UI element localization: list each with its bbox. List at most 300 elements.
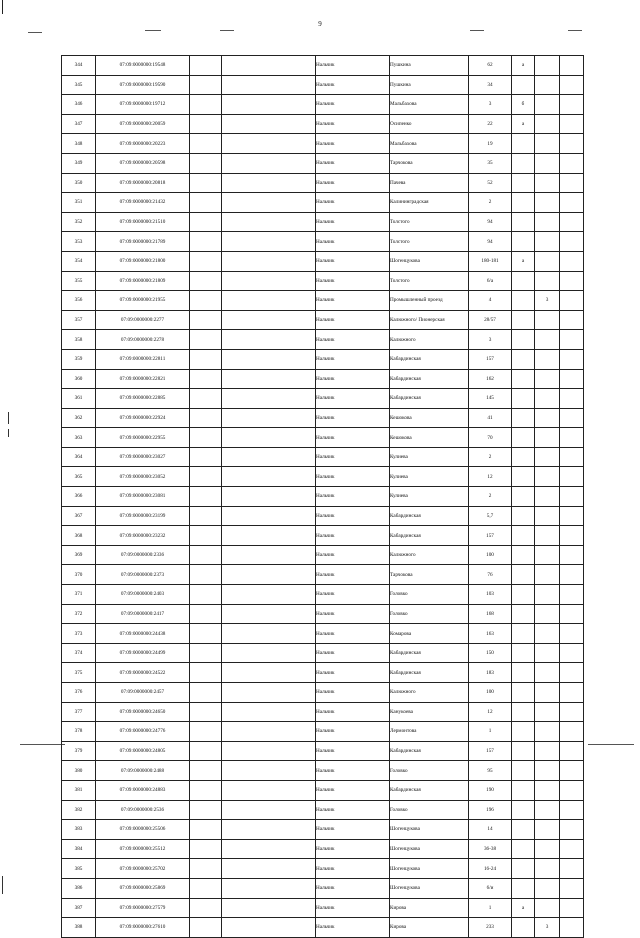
building-cell — [535, 330, 560, 350]
street-cell: Мальбахова — [390, 134, 469, 154]
row-number: 367 — [62, 506, 96, 526]
building-cell — [535, 878, 560, 898]
city-cell: Нальчик — [316, 193, 390, 213]
cadastral-number: 07:09:0000000:21510 — [96, 212, 190, 232]
building-cell — [535, 251, 560, 271]
cadastral-number: 07:09:0000000:19590 — [96, 75, 190, 95]
corpus-cell — [512, 330, 535, 350]
city-cell: Нальчик — [316, 349, 390, 369]
cadastral-number: 07:09:0000000:24883 — [96, 780, 190, 800]
street-cell: Лермонтова — [390, 722, 469, 742]
empty-cell — [560, 232, 584, 252]
row-number: 346 — [62, 95, 96, 115]
corpus-cell — [512, 741, 535, 761]
empty-cell — [222, 153, 316, 173]
house-number: 150 — [469, 643, 512, 663]
city-cell: Нальчик — [316, 447, 390, 467]
empty-cell — [222, 271, 316, 291]
cadastral-number: 07:09:0000000:23199 — [96, 506, 190, 526]
building-cell — [535, 408, 560, 428]
empty-cell — [190, 330, 222, 350]
empty-cell — [560, 153, 584, 173]
empty-cell — [190, 683, 222, 703]
cadastral-number: 07:09:0000000:24650 — [96, 702, 190, 722]
building-cell — [535, 506, 560, 526]
table-row — [62, 487, 584, 507]
city-cell: Нальчик — [316, 173, 390, 193]
table-row — [62, 369, 584, 389]
city-cell: Нальчик — [316, 898, 390, 918]
house-number: 70 — [469, 428, 512, 448]
scan-artifact-line — [220, 30, 234, 31]
table-row — [62, 95, 584, 115]
city-cell: Нальчик — [316, 624, 390, 644]
empty-cell — [560, 761, 584, 781]
city-cell: Нальчик — [316, 741, 390, 761]
table-row — [62, 741, 584, 761]
empty-cell — [560, 369, 584, 389]
building-cell — [535, 800, 560, 820]
city-cell: Нальчик — [316, 722, 390, 742]
house-number: 62 — [469, 56, 512, 76]
scan-artifact-line — [588, 744, 634, 745]
house-number: 28/57 — [469, 310, 512, 330]
city-cell: Нальчик — [316, 663, 390, 683]
cadastral-number: 07:09:0000000:24805 — [96, 741, 190, 761]
house-number: 52 — [469, 173, 512, 193]
empty-cell — [560, 545, 584, 565]
empty-cell — [190, 643, 222, 663]
corpus-cell: а — [512, 251, 535, 271]
row-number: 387 — [62, 898, 96, 918]
empty-cell — [190, 134, 222, 154]
empty-cell — [560, 75, 584, 95]
house-number: 100 — [469, 545, 512, 565]
corpus-cell — [512, 212, 535, 232]
cadastral-number: 07:09:0000000:23232 — [96, 526, 190, 546]
row-number: 353 — [62, 232, 96, 252]
empty-cell — [190, 761, 222, 781]
empty-cell — [190, 447, 222, 467]
house-number: 36-38 — [469, 839, 512, 859]
cadastral-number: 07:09:0000000:27579 — [96, 898, 190, 918]
empty-cell — [222, 134, 316, 154]
cadastral-number: 07:09:0000000:2373 — [96, 565, 190, 585]
row-number: 347 — [62, 114, 96, 134]
building-cell — [535, 134, 560, 154]
city-cell: Нальчик — [316, 585, 390, 605]
empty-cell — [222, 310, 316, 330]
table-row — [62, 114, 584, 134]
cadastral-number: 07:09:0000000:23081 — [96, 487, 190, 507]
house-number: 5,7 — [469, 506, 512, 526]
building-cell — [535, 56, 560, 76]
street-cell: Тарчокова — [390, 565, 469, 585]
street-cell: Пачева — [390, 173, 469, 193]
table-row — [62, 467, 584, 487]
empty-cell — [190, 232, 222, 252]
table-row — [62, 585, 584, 605]
row-number: 378 — [62, 722, 96, 742]
empty-cell — [560, 428, 584, 448]
empty-cell — [190, 839, 222, 859]
row-number: 365 — [62, 467, 96, 487]
building-cell — [535, 859, 560, 879]
row-number: 361 — [62, 389, 96, 409]
empty-cell — [560, 212, 584, 232]
empty-cell — [222, 702, 316, 722]
empty-cell — [222, 95, 316, 115]
empty-cell — [190, 428, 222, 448]
cadastral-number: 07:09:0000000:24522 — [96, 663, 190, 683]
city-cell: Нальчик — [316, 800, 390, 820]
table-row — [62, 722, 584, 742]
house-number: 19 — [469, 134, 512, 154]
city-cell: Нальчик — [316, 134, 390, 154]
city-cell: Нальчик — [316, 467, 390, 487]
row-number: 381 — [62, 780, 96, 800]
table-row — [62, 761, 584, 781]
building-cell — [535, 565, 560, 585]
empty-cell — [190, 271, 222, 291]
empty-cell — [190, 506, 222, 526]
corpus-cell — [512, 859, 535, 879]
city-cell: Нальчик — [316, 291, 390, 311]
cadastral-number: 07:09:0000000:22885 — [96, 389, 190, 409]
cadastral-number: 07:09:0000000:24776 — [96, 722, 190, 742]
row-number: 345 — [62, 75, 96, 95]
registry-table — [61, 55, 584, 938]
scan-artifact-line — [470, 30, 484, 31]
row-number: 374 — [62, 643, 96, 663]
building-cell — [535, 585, 560, 605]
empty-cell — [560, 780, 584, 800]
street-cell: Мальбахова — [390, 95, 469, 115]
empty-cell — [560, 878, 584, 898]
building-cell — [535, 722, 560, 742]
empty-cell — [190, 251, 222, 271]
street-cell: Толстого — [390, 271, 469, 291]
cadastral-number: 07:09:0000000:2417 — [96, 604, 190, 624]
empty-cell — [222, 56, 316, 76]
city-cell: Нальчик — [316, 428, 390, 448]
table-row — [62, 839, 584, 859]
street-cell: Кешокова — [390, 428, 469, 448]
empty-cell — [222, 467, 316, 487]
corpus-cell: а — [512, 114, 535, 134]
empty-cell — [222, 761, 316, 781]
city-cell: Нальчик — [316, 232, 390, 252]
cadastral-number: 07:09:0000000:24499 — [96, 643, 190, 663]
cadastral-number: 07:09:0000000:20818 — [96, 173, 190, 193]
empty-cell — [190, 349, 222, 369]
row-number: 369 — [62, 545, 96, 565]
street-cell: Кабардинская — [390, 369, 469, 389]
table-row — [62, 193, 584, 213]
row-number: 356 — [62, 291, 96, 311]
street-cell: Кабардинская — [390, 526, 469, 546]
table-row — [62, 604, 584, 624]
building-cell — [535, 428, 560, 448]
row-number: 348 — [62, 134, 96, 154]
empty-cell — [190, 212, 222, 232]
building-cell — [535, 702, 560, 722]
house-number: 157 — [469, 349, 512, 369]
table-row — [62, 56, 584, 76]
street-cell: Кирова — [390, 898, 469, 918]
street-cell: Шогенцукова — [390, 820, 469, 840]
row-number: 385 — [62, 859, 96, 879]
empty-cell — [560, 291, 584, 311]
scan-artifact-tick — [8, 429, 9, 437]
empty-cell — [222, 114, 316, 134]
street-cell: Кабардинская — [390, 780, 469, 800]
empty-cell — [222, 683, 316, 703]
corpus-cell — [512, 820, 535, 840]
empty-cell — [560, 820, 584, 840]
city-cell: Нальчик — [316, 859, 390, 879]
cadastral-number: 07:09:0000000:27610 — [96, 918, 190, 938]
corpus-cell — [512, 604, 535, 624]
table-row — [62, 565, 584, 585]
city-cell: Нальчик — [316, 114, 390, 134]
row-number: 382 — [62, 800, 96, 820]
row-number: 364 — [62, 447, 96, 467]
empty-cell — [222, 291, 316, 311]
empty-cell — [190, 114, 222, 134]
empty-cell — [190, 487, 222, 507]
row-number: 372 — [62, 604, 96, 624]
table-row — [62, 212, 584, 232]
corpus-cell — [512, 643, 535, 663]
cadastral-number: 07:09:0000000:25506 — [96, 820, 190, 840]
corpus-cell — [512, 173, 535, 193]
empty-cell — [190, 741, 222, 761]
house-number: 190 — [469, 780, 512, 800]
street-cell: Головко — [390, 800, 469, 820]
corpus-cell — [512, 447, 535, 467]
cadastral-number: 07:09:0000000:21955 — [96, 291, 190, 311]
corpus-cell — [512, 232, 535, 252]
house-number: 95 — [469, 761, 512, 781]
empty-cell — [222, 428, 316, 448]
empty-cell — [560, 408, 584, 428]
empty-cell — [560, 487, 584, 507]
empty-cell — [560, 741, 584, 761]
street-cell: Комарова — [390, 624, 469, 644]
corpus-cell — [512, 565, 535, 585]
house-number: 103 — [469, 585, 512, 605]
corpus-cell — [512, 761, 535, 781]
empty-cell — [560, 526, 584, 546]
scan-edge-mark — [2, 0, 3, 14]
street-cell: Кабардинская — [390, 663, 469, 683]
scan-artifact-tick — [2, 876, 3, 894]
corpus-cell — [512, 467, 535, 487]
empty-cell — [190, 663, 222, 683]
corpus-cell — [512, 878, 535, 898]
house-number: 12 — [469, 467, 512, 487]
empty-cell — [222, 545, 316, 565]
row-number: 355 — [62, 271, 96, 291]
building-cell — [535, 389, 560, 409]
cadastral-number: 07:09:0000000:2488 — [96, 761, 190, 781]
empty-cell — [560, 114, 584, 134]
corpus-cell — [512, 369, 535, 389]
street-cell: Тарчокова — [390, 153, 469, 173]
empty-cell — [560, 310, 584, 330]
building-cell — [535, 487, 560, 507]
scan-artifact-line — [20, 744, 65, 745]
cadastral-number: 07:09:0000000:23027 — [96, 447, 190, 467]
empty-cell — [222, 663, 316, 683]
building-cell — [535, 212, 560, 232]
empty-cell — [560, 193, 584, 213]
row-number: 373 — [62, 624, 96, 644]
cadastral-number: 07:09:0000000:21809 — [96, 271, 190, 291]
empty-cell — [222, 251, 316, 271]
corpus-cell — [512, 800, 535, 820]
empty-cell — [222, 193, 316, 213]
city-cell: Нальчик — [316, 878, 390, 898]
corpus-cell — [512, 487, 535, 507]
city-cell: Нальчик — [316, 761, 390, 781]
building-cell — [535, 604, 560, 624]
empty-cell — [222, 389, 316, 409]
empty-cell — [222, 604, 316, 624]
table-row — [62, 408, 584, 428]
street-cell: Кабардинская — [390, 643, 469, 663]
house-number: 100 — [469, 683, 512, 703]
row-number: 359 — [62, 349, 96, 369]
empty-cell — [560, 134, 584, 154]
building-cell — [535, 683, 560, 703]
street-cell: Кабардинская — [390, 349, 469, 369]
table-row — [62, 251, 584, 271]
empty-cell — [560, 565, 584, 585]
house-number: 157 — [469, 526, 512, 546]
city-cell: Нальчик — [316, 310, 390, 330]
empty-cell — [560, 95, 584, 115]
street-cell: Головко — [390, 585, 469, 605]
cadastral-number: 07:09:0000000:25702 — [96, 859, 190, 879]
street-cell: Шогенцукова — [390, 839, 469, 859]
empty-cell — [222, 624, 316, 644]
building-cell — [535, 467, 560, 487]
corpus-cell — [512, 506, 535, 526]
table-row — [62, 820, 584, 840]
empty-cell — [222, 369, 316, 389]
table-row — [62, 878, 584, 898]
corpus-cell — [512, 780, 535, 800]
building-cell: 3 — [535, 918, 560, 938]
empty-cell — [560, 173, 584, 193]
street-cell: Толстого — [390, 232, 469, 252]
city-cell: Нальчик — [316, 75, 390, 95]
row-number: 370 — [62, 565, 96, 585]
row-number: 376 — [62, 683, 96, 703]
city-cell: Нальчик — [316, 408, 390, 428]
city-cell: Нальчик — [316, 153, 390, 173]
corpus-cell — [512, 702, 535, 722]
building-cell — [535, 75, 560, 95]
table-row — [62, 780, 584, 800]
table-row — [62, 173, 584, 193]
house-number: 6/и — [469, 878, 512, 898]
empty-cell — [190, 408, 222, 428]
empty-cell — [190, 291, 222, 311]
row-number: 379 — [62, 741, 96, 761]
street-cell: Кулиева — [390, 447, 469, 467]
empty-cell — [222, 506, 316, 526]
corpus-cell — [512, 663, 535, 683]
empty-cell — [190, 389, 222, 409]
table-row — [62, 506, 584, 526]
table-row — [62, 526, 584, 546]
row-number: 371 — [62, 585, 96, 605]
building-cell — [535, 310, 560, 330]
street-cell: Кабардинская — [390, 741, 469, 761]
empty-cell — [560, 56, 584, 76]
table-row — [62, 683, 584, 703]
cadastral-number: 07:09:0000000:2336 — [96, 545, 190, 565]
table-row — [62, 545, 584, 565]
corpus-cell — [512, 683, 535, 703]
empty-cell — [560, 859, 584, 879]
empty-cell — [222, 722, 316, 742]
cadastral-number: 07:09:0000000:22811 — [96, 349, 190, 369]
building-cell — [535, 624, 560, 644]
city-cell: Нальчик — [316, 780, 390, 800]
cadastral-number: 07:09:0000000:21432 — [96, 193, 190, 213]
house-number: 183 — [469, 663, 512, 683]
empty-cell — [222, 75, 316, 95]
street-cell: Калюжного — [390, 330, 469, 350]
street-cell: Головко — [390, 604, 469, 624]
empty-cell — [222, 585, 316, 605]
row-number: 350 — [62, 173, 96, 193]
scan-artifact-tick — [8, 412, 9, 424]
row-number: 363 — [62, 428, 96, 448]
empty-cell — [222, 780, 316, 800]
table-row — [62, 134, 584, 154]
empty-cell — [222, 487, 316, 507]
empty-cell — [190, 310, 222, 330]
empty-cell — [222, 212, 316, 232]
row-number: 368 — [62, 526, 96, 546]
empty-cell — [560, 918, 584, 938]
building-cell — [535, 232, 560, 252]
empty-cell — [222, 565, 316, 585]
cadastral-number: 07:09:0000000:2277 — [96, 310, 190, 330]
building-cell — [535, 820, 560, 840]
row-number: 357 — [62, 310, 96, 330]
building-cell — [535, 95, 560, 115]
house-number: 2 — [469, 193, 512, 213]
city-cell: Нальчик — [316, 212, 390, 232]
house-number: 6/a — [469, 271, 512, 291]
corpus-cell — [512, 624, 535, 644]
building-cell — [535, 369, 560, 389]
house-number: 163 — [469, 624, 512, 644]
empty-cell — [190, 624, 222, 644]
corpus-cell — [512, 134, 535, 154]
empty-cell — [190, 585, 222, 605]
row-number: 383 — [62, 820, 96, 840]
corpus-cell — [512, 722, 535, 742]
cadastral-number: 07:09:0000000:22924 — [96, 408, 190, 428]
city-cell: Нальчик — [316, 526, 390, 546]
